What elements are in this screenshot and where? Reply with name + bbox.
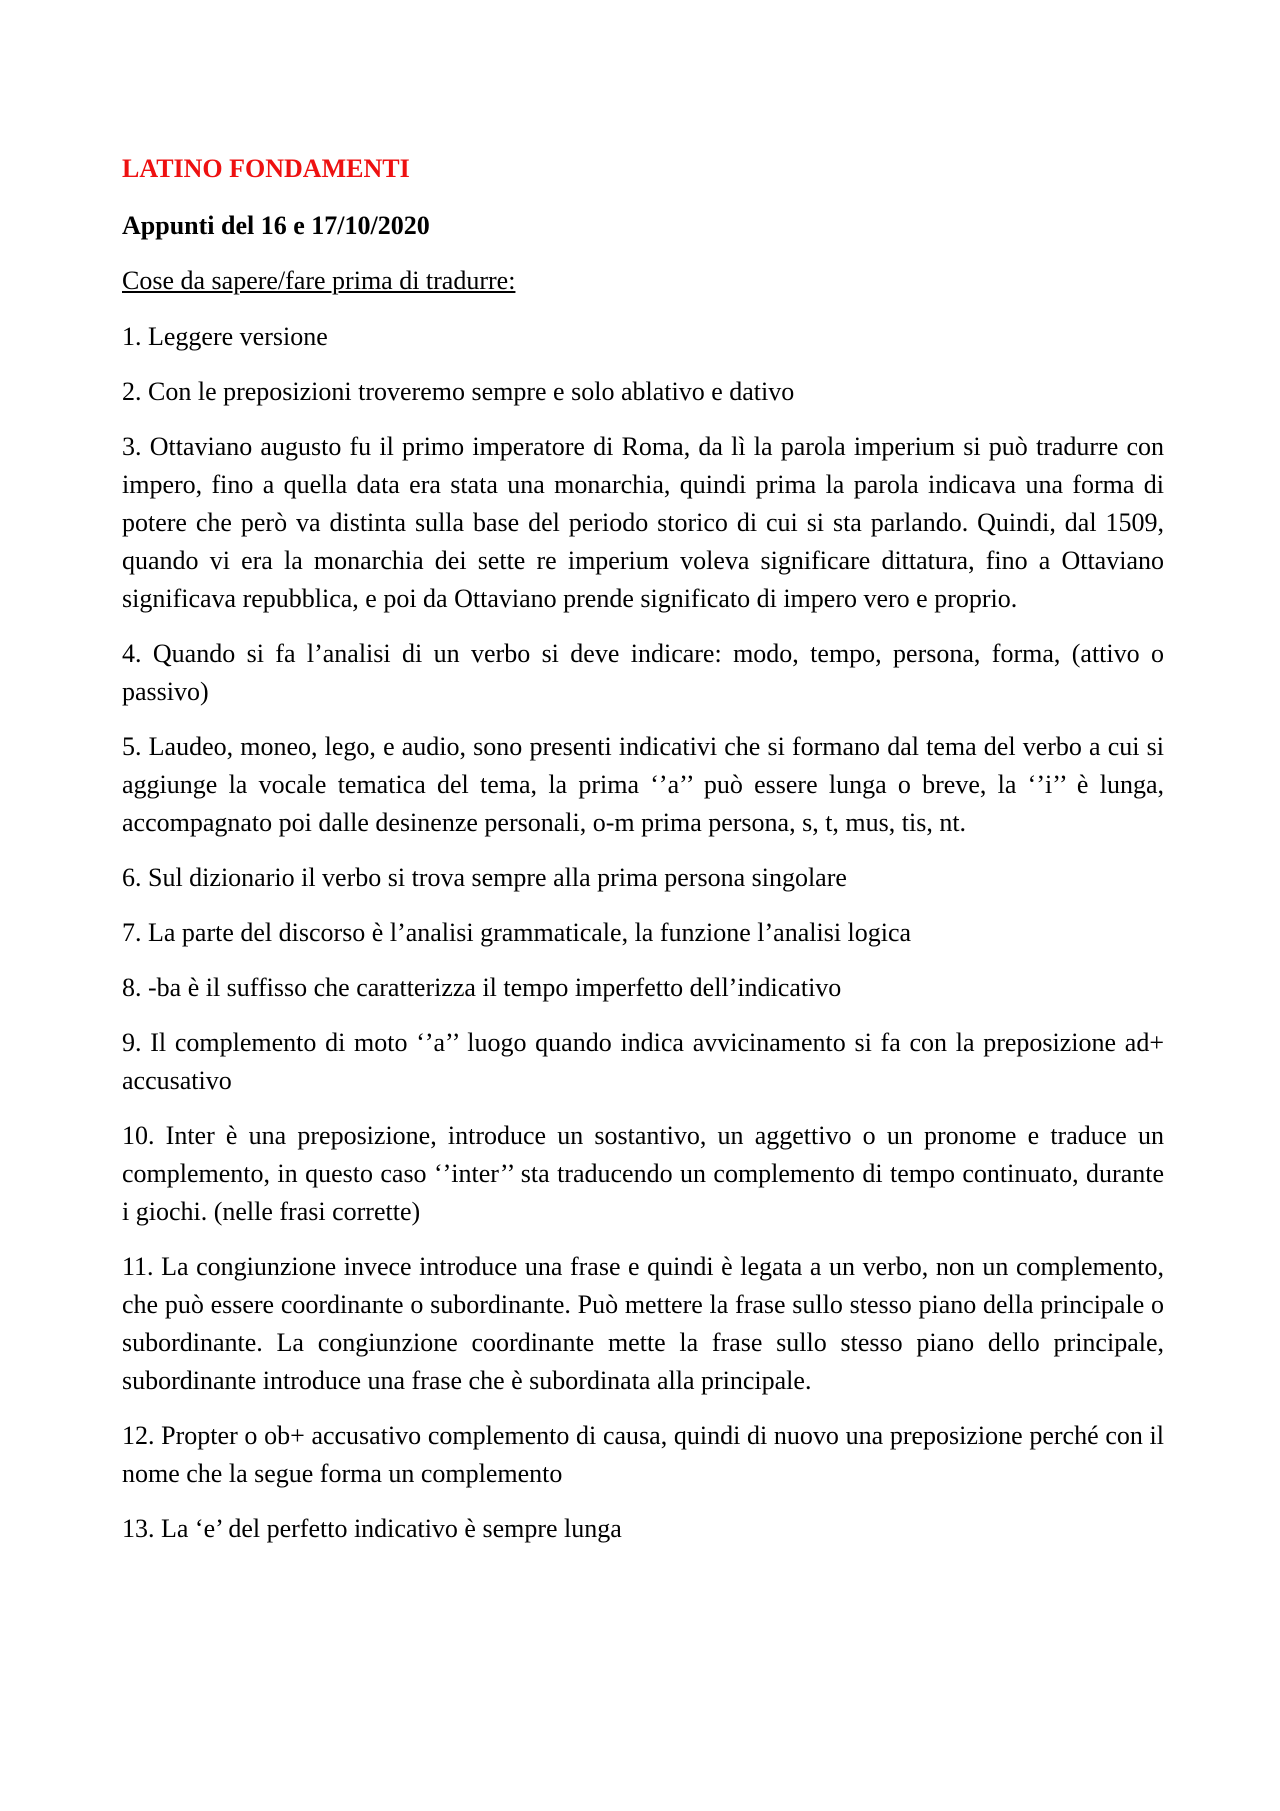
notes-list <box>122 318 1164 1548</box>
section-heading: Cose da sapere/fare prima di tradurre: <box>122 266 516 295</box>
list-item: 2. Con le preposizioni troveremo sempre e solo ablativo e dativo <box>122 377 795 406</box>
list-item: 1. Leggere versione <box>122 322 328 351</box>
list-item: 6. Sul dizionario il verbo si trova sempre alla prima persona singolare <box>122 863 847 892</box>
list-item: 11. La congiunzione invece introduce una frase e quindi è legata a un verbo, non un complemento, che può essere coordinante o subordinante. Può mettere la frase sullo stesso piano della principale o subordinante. La congiunzione coordinante mette la frase sullo stesso piano dello principale, subordinante introduce una frase che è subordinata alla principale. <box>122 1252 1164 1395</box>
list-item: 8. -ba è il suffisso che caratterizza il tempo imperfetto dell’indicativo <box>122 973 842 1002</box>
document-subtitle: Appunti del 16 e 17/10/2020 <box>122 211 430 240</box>
list-item: 7. La parte del discorso è l’analisi grammaticale, la funzione l’analisi logica <box>122 918 912 947</box>
list-item: 9. Il complemento di moto ‘’a’’ luogo quando indica avvicinamento si fa con la preposizione ad+ accusativo <box>122 1028 1164 1095</box>
list-item: 5. Laudeo, moneo, lego, e audio, sono presenti indicativi che si formano dal tema del verbo a cui si aggiunge la vocale tematica del tema, la prima ‘’a’’ può essere lunga o breve, la ‘’i’’ è lunga, accompagnato poi dalle desinenze personali, o-m prima persona, s, t, mus, tis, nt. <box>122 732 1164 837</box>
list-item: 10. Inter è una preposizione, introduce un sostantivo, un aggettivo o un pronome e traduce un complemento, in questo caso ‘’inter’’ sta traducendo un complemento di tempo continuato, durante i giochi. (nelle frasi corrette) <box>122 1121 1164 1226</box>
document-page <box>122 150 1164 1565</box>
list-item: 13. La ‘e’ del perfetto indicativo è sempre lunga <box>122 1514 622 1543</box>
list-item: 12. Propter o ob+ accusativo complemento di causa, quindi di nuovo una preposizione perché con il nome che la segue forma un complemento <box>122 1421 1164 1488</box>
list-item: 4. Quando si fa l’analisi di un verbo si deve indicare: modo, tempo, persona, forma, (attivo o passivo) <box>122 639 1164 706</box>
document-title: LATINO FONDAMENTI <box>122 154 410 183</box>
list-item: 3. Ottaviano augusto fu il primo imperatore di Roma, da lì la parola imperium si può tradurre con impero, fino a quella data era stata una monarchia, quindi prima la parola indicava una forma di potere che però va distinta sulla base del periodo storico di cui si sta parlando. Quindi, dal 1509, quando vi era la monarchia dei sette re imperium voleva significare dittatura, fino a Ottaviano significava repubblica, e poi da Ottaviano prende significato di impero vero e proprio. <box>122 432 1164 613</box>
